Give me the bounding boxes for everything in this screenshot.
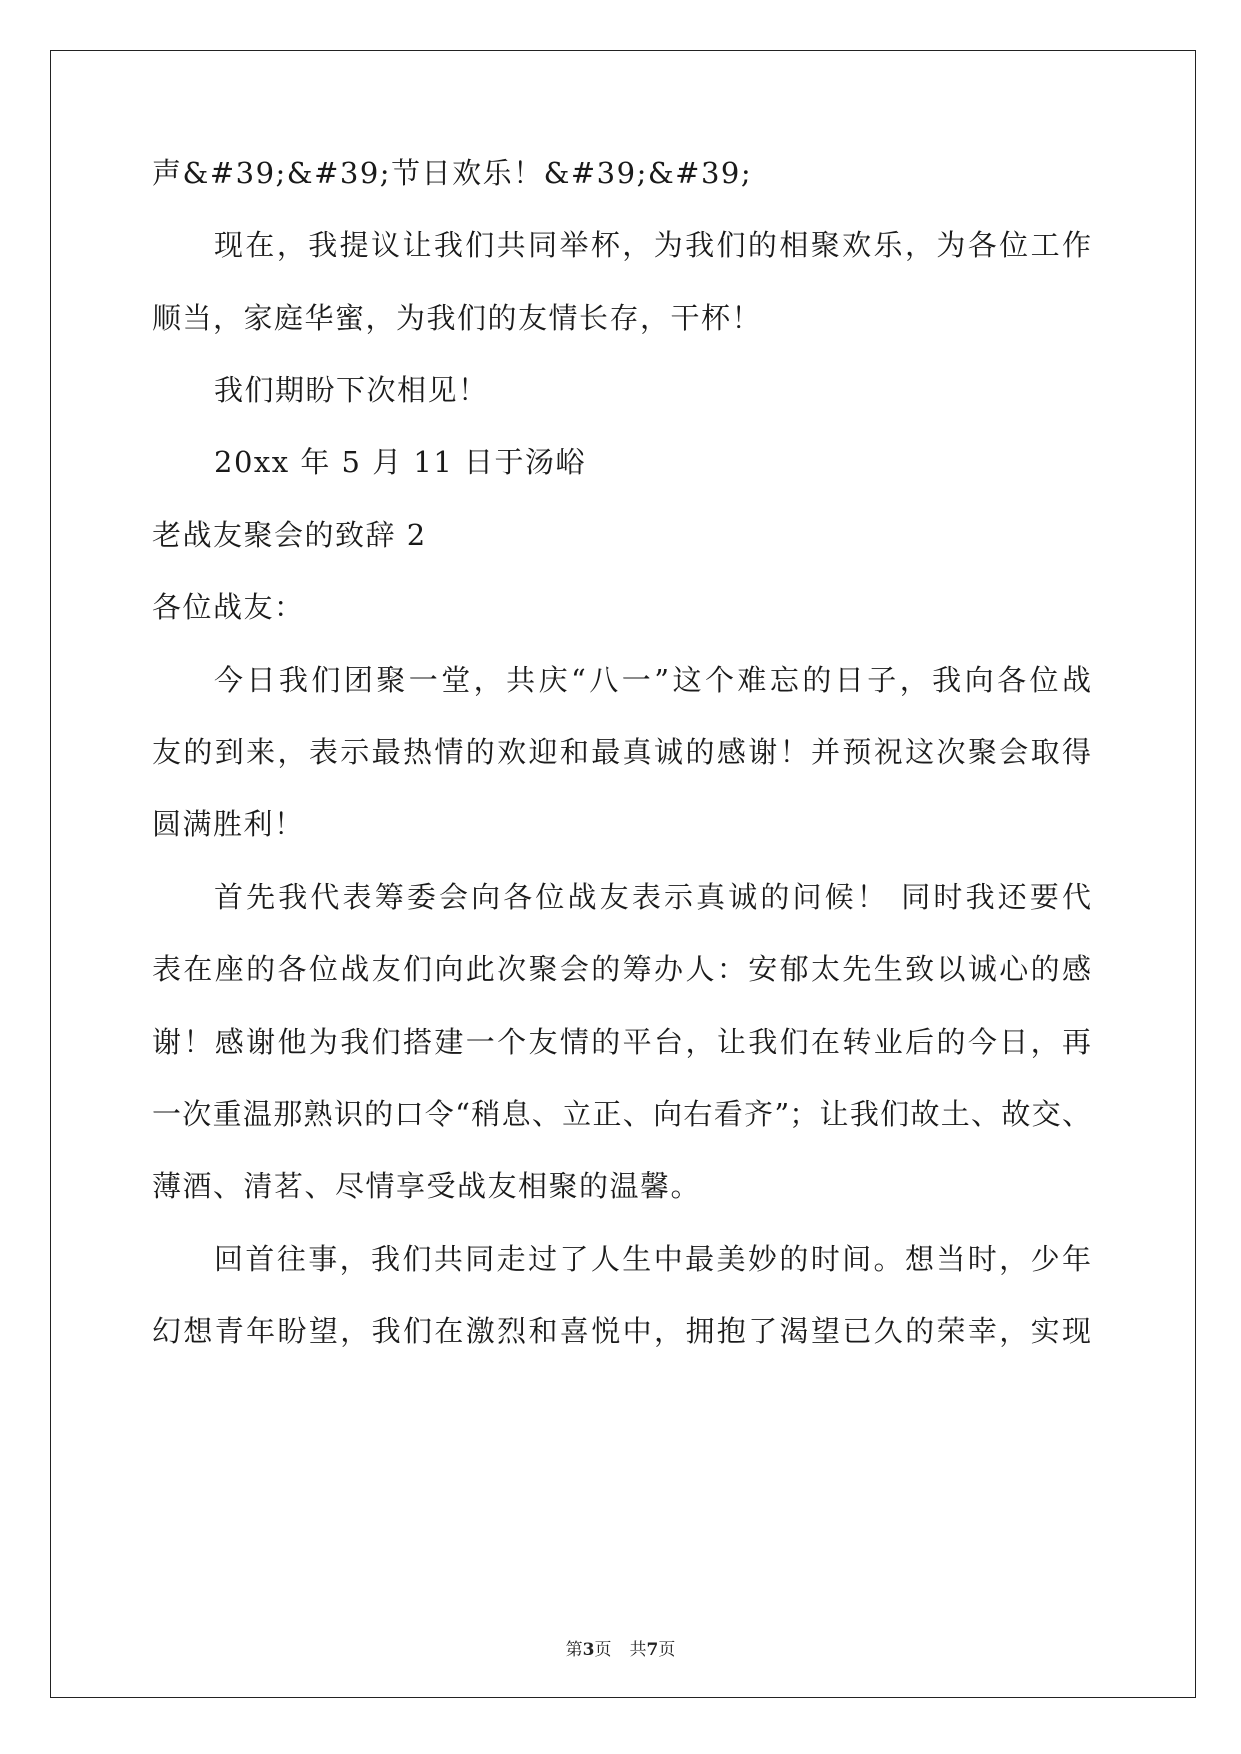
text-line-16: 回首往事，我们共同走过了人生中最美妙的时间。想当时，少年 [214,1242,1091,1276]
text-line-17: 幻想青年盼望，我们在激烈和喜悦中，拥抱了渴望已久的荣幸，实现 [152,1314,1091,1348]
text-line-10: 圆满胜利！ [152,807,305,841]
text-line-14: 一次重温那熟识的口令“稍息、立正、向右看齐”；让我们故土、故交、 [152,1097,1091,1131]
text-line-1: 声&#39;&#39;节日欢乐！&#39;&#39; [152,156,753,190]
text-line-2: 现在，我提议让我们共同举杯，为我们的相聚欢乐，为各位工作 [214,228,1091,262]
text-line-12: 表在座的各位战友们向此次聚会的筹办人：安郁太先生致以诚心的感 [152,952,1091,986]
page-footer [0,1639,1241,1661]
page-suffix: 页 [594,1640,612,1660]
page-prefix: 第 [565,1640,583,1660]
text-line-5: 20xx 年 5 月 11 日于汤峪 [214,445,587,479]
section-heading: 老战友聚会的致辞 2 [152,518,427,552]
text-line-9: 友的到来，表示最热情的欢迎和最真诚的感谢！并预祝这次聚会取得 [152,735,1091,769]
page-total: 7 [646,1640,659,1660]
text-line-4: 我们期盼下次相见！ [214,373,489,407]
text-line-13: 谢！感谢他为我们搭建一个友情的平台，让我们在转业后的今日，再 [152,1025,1091,1059]
text-line-3: 顺当，家庭华蜜，为我们的友情长存，干杯！ [152,301,763,335]
total-prefix: 共 [629,1640,647,1660]
page-current: 3 [582,1640,595,1660]
salutation: 各位战友： [152,590,305,624]
text-line-11: 首先我代表筹委会向各位战友表示真诚的问候！ 同时我还要代 [214,880,1091,914]
total-suffix: 页 [658,1640,676,1660]
text-line-8: 今日我们团聚一堂，共庆“八一”这个难忘的日子，我向各位战 [214,663,1091,697]
text-line-15: 薄酒、清茗、尽情享受战友相聚的温馨。 [152,1169,702,1203]
